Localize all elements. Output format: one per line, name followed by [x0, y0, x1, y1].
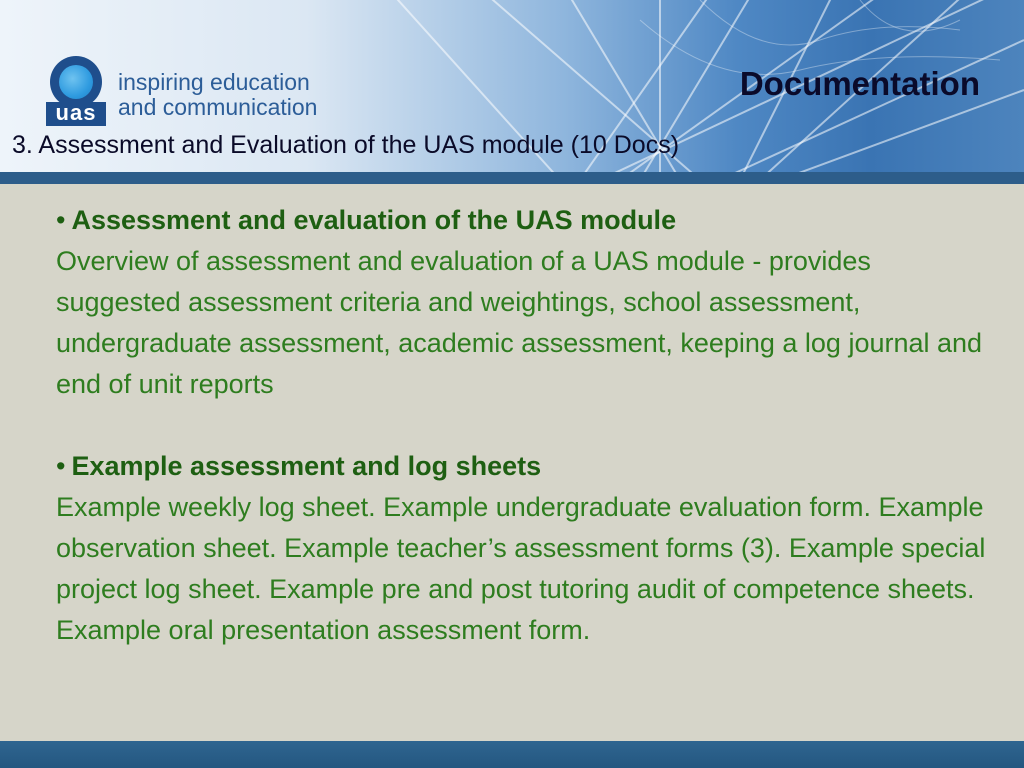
- section-heading: Example assessment and log sheets: [71, 451, 542, 481]
- section-assessment-evaluation: [56, 200, 986, 405]
- bullet-icon: •: [56, 451, 66, 481]
- section-body: Example weekly log sheet. Example undergraduate evaluation form. Example observation sheet. Example teacher’s assessment forms (3). Example special project log sheet. Example pre and post tutoring audit of competence sheets. Example oral presentation assessment form.: [56, 492, 986, 645]
- bullet-icon: •: [56, 205, 66, 235]
- slide-subtitle: 3. Assessment and Evaluation of the UAS module (10 Docs): [12, 131, 680, 159]
- section-body: Overview of assessment and evaluation of a UAS module - provides suggested assessment criteria and weightings, school assessment, undergraduate assessment, academic assessment, keeping a log journal and end of unit reports: [56, 246, 983, 399]
- tagline-line-2: and communication: [118, 94, 318, 120]
- slide-content: [56, 200, 986, 692]
- header-divider-bar: [0, 172, 1024, 184]
- uas-logo: [46, 56, 106, 126]
- footer-bar: [0, 741, 1024, 768]
- logo-text: uas: [46, 102, 106, 126]
- section-heading: Assessment and evaluation of the UAS module: [71, 205, 677, 235]
- slide-header: [0, 0, 1024, 172]
- slide-title: Documentation: [739, 65, 980, 102]
- section-example-sheets: [56, 446, 986, 651]
- logo-tagline: [118, 70, 317, 120]
- tagline-line-1: inspiring education: [118, 69, 310, 95]
